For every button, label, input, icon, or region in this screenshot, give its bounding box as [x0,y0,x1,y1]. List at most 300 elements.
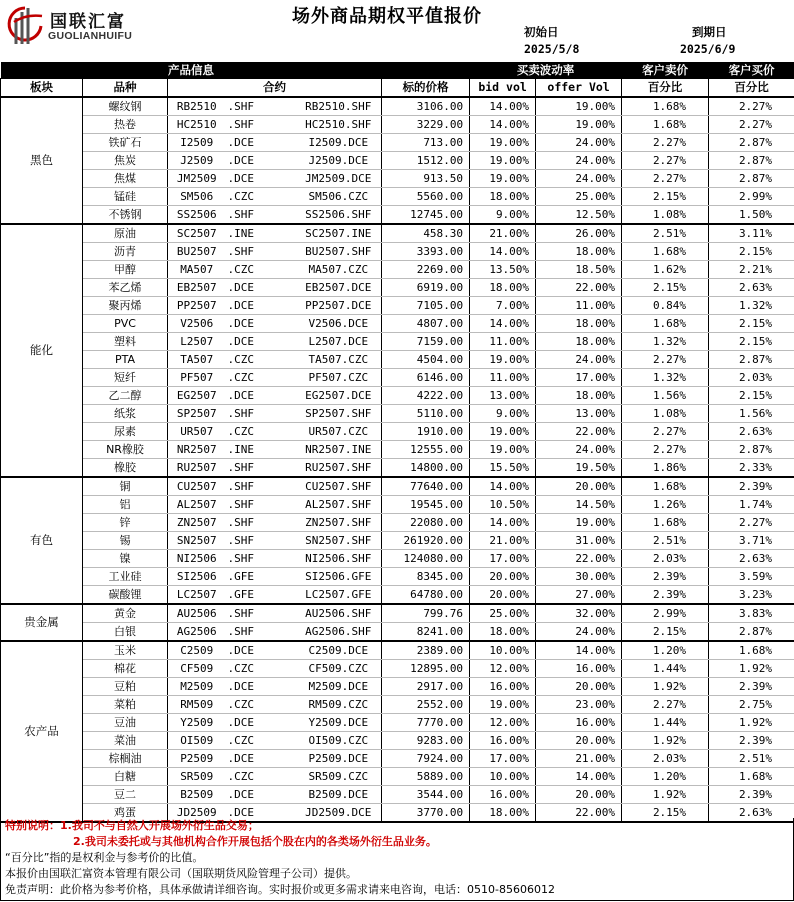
buy-pct-cell: 2.63% [709,550,794,568]
exchange-cell: .DCE [226,750,296,768]
exchange-cell: .DCE [226,152,296,170]
code-cell: OI509 [168,732,226,750]
sell-pct-cell: 1.68% [622,514,709,532]
variety-cell: 橡胶 [83,459,168,478]
exchange-cell: .SHF [226,477,296,496]
offer-vol-cell: 22.00% [536,804,622,823]
contract-cell: SS2506.SHF [296,206,382,225]
contract-cell: UR507.CZC [296,423,382,441]
buy-pct-cell: 1.50% [709,206,794,225]
special-note-1: 特别说明：1.我司不与自然人开展场外衍生品交易； [5,819,259,832]
contract-cell: AG2506.SHF [296,623,382,642]
price-cell: 5560.00 [382,188,470,206]
offer-vol-cell: 14.00% [536,768,622,786]
bid-vol-cell: 10.00% [470,641,536,660]
sell-pct-cell: 1.08% [622,206,709,225]
table-row [1,568,794,586]
code-cell: EB2507 [168,279,226,297]
code-cell: Y2509 [168,714,226,732]
price-cell: 3393.00 [382,243,470,261]
variety-cell: 沥青 [83,243,168,261]
variety-cell: 塑料 [83,333,168,351]
price-cell: 3229.00 [382,116,470,134]
exchange-cell: .CZC [226,768,296,786]
contract-cell: RU2507.SHF [296,459,382,478]
bid-vol-cell: 10.50% [470,496,536,514]
exchange-cell: .SHF [226,604,296,623]
contract-cell: EG2507.DCE [296,387,382,405]
price-cell: 4504.00 [382,351,470,369]
price-cell: 124080.00 [382,550,470,568]
price-cell: 12745.00 [382,206,470,225]
sell-pct-cell: 1.44% [622,660,709,678]
table-row [1,768,794,786]
sell-pct-cell: 2.51% [622,224,709,243]
code-cell: PF507 [168,369,226,387]
offer-vol-cell: 19.00% [536,116,622,134]
table-row [1,405,794,423]
contract-cell: SM506.CZC [296,188,382,206]
code-cell: MA507 [168,261,226,279]
bid-vol-cell: 11.00% [470,333,536,351]
offer-vol-cell: 19.50% [536,459,622,478]
table-row [1,586,794,605]
buy-pct-cell: 3.11% [709,224,794,243]
price-cell: 799.76 [382,604,470,623]
buy-pct-cell: 1.32% [709,297,794,315]
price-cell: 913.50 [382,170,470,188]
bid-vol-cell: 14.00% [470,477,536,496]
price-cell: 2389.00 [382,641,470,660]
client-buy-header: 客户买价 [709,62,794,79]
exchange-cell: .GFE [226,586,296,605]
buy-pct-cell: 3.71% [709,532,794,550]
table-row [1,496,794,514]
contract-cell: SR509.CZC [296,768,382,786]
buy-pct-cell: 2.15% [709,387,794,405]
table-row [1,351,794,369]
contract-cell: LC2507.GFE [296,586,382,605]
product-info-header: 产品信息 [1,62,382,79]
contract-cell: P2509.DCE [296,750,382,768]
buy-pct-cell: 2.87% [709,152,794,170]
sell-pct-cell: 1.44% [622,714,709,732]
buy-pct-cell: 3.59% [709,568,794,586]
sell-pct-cell: 1.92% [622,732,709,750]
offer-vol-cell: 16.00% [536,714,622,732]
table-row [1,696,794,714]
variety-cell: 碳酸锂 [83,586,168,605]
report-title: 场外商品期权平值报价 [292,6,482,27]
exchange-cell: .DCE [226,678,296,696]
table-row [1,387,794,405]
code-cell: SP2507 [168,405,226,423]
sell-pct-cell: 1.20% [622,641,709,660]
variety-cell: 铝 [83,496,168,514]
exchange-cell: .SHF [226,623,296,642]
code-cell: I2509 [168,134,226,152]
sell-pct-cell: 2.27% [622,170,709,188]
sell-pct-cell: 1.08% [622,405,709,423]
price-cell: 7924.00 [382,750,470,768]
buy-pct-cell: 2.15% [709,333,794,351]
offer-vol-cell: 31.00% [536,532,622,550]
offer-vol-cell: 22.00% [536,423,622,441]
contract-cell: SN2507.SHF [296,532,382,550]
variety-cell: 棉花 [83,660,168,678]
variety-cell: 热卷 [83,116,168,134]
table-row [1,152,794,170]
buy-pct-cell: 1.74% [709,496,794,514]
price-cell: 2552.00 [382,696,470,714]
buy-pct-cell: 1.92% [709,660,794,678]
variety-cell: 锰硅 [83,188,168,206]
exchange-cell: .DCE [226,279,296,297]
variety-cell: PTA [83,351,168,369]
code-cell: L2507 [168,333,226,351]
logo-en-text: GUOLIANHUIFU [48,30,133,42]
offer-vol-cell: 19.00% [536,97,622,116]
contract-cell: L2507.DCE [296,333,382,351]
code-cell: AG2506 [168,623,226,642]
table-row [1,514,794,532]
contract-cell: C2509.DCE [296,641,382,660]
contract-cell: JM2509.DCE [296,170,382,188]
bid-vol-header: bid vol [470,79,536,98]
bid-vol-cell: 19.00% [470,441,536,459]
contract-cell: CU2507.SHF [296,477,382,496]
contract-cell: I2509.DCE [296,134,382,152]
contract-cell: Y2509.DCE [296,714,382,732]
variety-cell: 甲醇 [83,261,168,279]
offer-vol-cell: 18.50% [536,261,622,279]
variety-cell: 工业硅 [83,568,168,586]
buy-pct-cell: 2.87% [709,170,794,188]
sell-pct-cell: 1.26% [622,496,709,514]
table-row [1,623,794,642]
price-cell: 14800.00 [382,459,470,478]
variety-cell: 锡 [83,532,168,550]
table-row [1,170,794,188]
price-cell: 77640.00 [382,477,470,496]
code-cell: SS2506 [168,206,226,225]
sell-pct-cell: 2.03% [622,750,709,768]
bid-vol-cell: 11.00% [470,369,536,387]
logo-cn-text: 国联汇富 [50,12,126,32]
buy-pct-cell: 2.15% [709,315,794,333]
buy-pct-cell: 2.15% [709,243,794,261]
special-note-2: 2.我司未委托或与其他机构合作开展包括个股在内的各类场外衍生品业务。 [73,835,437,848]
price-cell: 8345.00 [382,568,470,586]
start-date-label: 初始日 [524,25,559,39]
bid-vol-cell: 14.00% [470,514,536,532]
table-row [1,279,794,297]
code-cell: SI2506 [168,568,226,586]
price-cell: 4807.00 [382,315,470,333]
price-header: 标的价格 [382,79,470,98]
offer-vol-cell: 26.00% [536,224,622,243]
sell-pct-header: 百分比 [622,79,709,98]
bid-vol-cell: 19.00% [470,696,536,714]
exchange-cell: .INE [226,441,296,459]
table-row [1,786,794,804]
exchange-cell: .CZC [226,696,296,714]
offer-vol-cell: 11.00% [536,297,622,315]
bid-vol-cell: 21.00% [470,532,536,550]
table-row [1,550,794,568]
bid-vol-cell: 12.00% [470,714,536,732]
variety-cell: 乙二醇 [83,387,168,405]
bid-vol-cell: 14.00% [470,116,536,134]
price-cell: 4222.00 [382,387,470,405]
variety-cell: 焦炭 [83,152,168,170]
code-cell: ZN2507 [168,514,226,532]
board-cell: 贵金属 [1,604,83,641]
price-cell: 3770.00 [382,804,470,823]
variety-cell: 短纤 [83,369,168,387]
variety-cell: 白糖 [83,768,168,786]
bid-vol-cell: 16.00% [470,732,536,750]
table-row [1,532,794,550]
offer-vol-header: offer Vol [536,79,622,98]
variety-cell: 铁矿石 [83,134,168,152]
buy-pct-cell: 2.39% [709,786,794,804]
contract-cell: SC2507.INE [296,224,382,243]
code-cell: M2509 [168,678,226,696]
buy-pct-cell: 1.56% [709,405,794,423]
code-cell: SC2507 [168,224,226,243]
sell-pct-cell: 1.56% [622,387,709,405]
contract-cell: ZN2507.SHF [296,514,382,532]
sell-pct-cell: 2.27% [622,696,709,714]
variety-cell: 白银 [83,623,168,642]
table-row [1,604,794,623]
variety-cell: 铜 [83,477,168,496]
notes-section [0,818,794,901]
price-cell: 3106.00 [382,97,470,116]
table-row [1,243,794,261]
contract-cell: M2509.DCE [296,678,382,696]
bid-vol-cell: 19.00% [470,170,536,188]
code-cell: CU2507 [168,477,226,496]
buy-pct-cell: 2.39% [709,678,794,696]
sell-pct-cell: 2.27% [622,134,709,152]
variety-cell: 纸浆 [83,405,168,423]
sell-pct-cell: 1.32% [622,369,709,387]
sell-pct-cell: 0.84% [622,297,709,315]
contract-cell: AU2506.SHF [296,604,382,623]
offer-vol-cell: 21.00% [536,750,622,768]
sell-pct-cell: 1.68% [622,315,709,333]
quote-table [0,62,794,823]
buy-pct-header: 百分比 [709,79,794,98]
table-row [1,206,794,225]
buy-pct-cell: 2.27% [709,97,794,116]
buy-pct-cell: 3.83% [709,604,794,623]
offer-vol-cell: 24.00% [536,623,622,642]
offer-vol-cell: 32.00% [536,604,622,623]
exchange-cell: .DCE [226,170,296,188]
contract-cell: PF507.CZC [296,369,382,387]
bid-vol-cell: 18.00% [470,279,536,297]
contract-cell: V2506.DCE [296,315,382,333]
code-cell: AU2506 [168,604,226,623]
exchange-cell: .DCE [226,804,296,823]
end-date-value: 2025/6/9 [680,42,736,56]
bid-vol-cell: 17.00% [470,550,536,568]
offer-vol-cell: 12.50% [536,206,622,225]
variety-cell: 原油 [83,224,168,243]
offer-vol-cell: 22.00% [536,279,622,297]
offer-vol-cell: 18.00% [536,243,622,261]
contract-cell: J2509.DCE [296,152,382,170]
bid-vol-cell: 20.00% [470,568,536,586]
buy-pct-cell: 2.87% [709,623,794,642]
variety-cell: 豆油 [83,714,168,732]
sell-pct-cell: 1.68% [622,243,709,261]
table-row [1,660,794,678]
contract-cell: SI2506.GFE [296,568,382,586]
price-cell: 7159.00 [382,333,470,351]
code-cell: BU2507 [168,243,226,261]
exchange-cell: .CZC [226,261,296,279]
variety-cell: PVC [83,315,168,333]
sell-pct-cell: 2.39% [622,568,709,586]
buy-pct-cell: 2.33% [709,459,794,478]
sell-pct-cell: 2.15% [622,279,709,297]
offer-vol-cell: 18.00% [536,315,622,333]
exchange-cell: .SHF [226,514,296,532]
buy-pct-cell: 2.63% [709,804,794,823]
sell-pct-cell: 1.20% [622,768,709,786]
buy-pct-cell: 2.03% [709,369,794,387]
contract-cell: CF509.CZC [296,660,382,678]
code-cell: RM509 [168,696,226,714]
exchange-cell: .SHF [226,496,296,514]
bid-vol-cell: 14.00% [470,243,536,261]
contract-cell: BU2507.SHF [296,243,382,261]
bid-vol-cell: 18.00% [470,804,536,823]
offer-vol-cell: 24.00% [536,134,622,152]
quote-body [1,97,794,822]
bid-vol-cell: 19.00% [470,152,536,170]
buy-pct-cell: 2.99% [709,188,794,206]
buy-pct-cell: 2.75% [709,696,794,714]
buy-pct-cell: 2.21% [709,261,794,279]
exchange-cell: .DCE [226,315,296,333]
variety-cell: 锌 [83,514,168,532]
offer-vol-cell: 25.00% [536,188,622,206]
bid-vol-cell: 10.00% [470,768,536,786]
price-cell: 1512.00 [382,152,470,170]
price-cell: 2917.00 [382,678,470,696]
sell-pct-cell: 2.27% [622,441,709,459]
contract-cell: TA507.CZC [296,351,382,369]
exchange-cell: .GFE [226,568,296,586]
bid-vol-cell: 21.00% [470,224,536,243]
variety-cell: 菜油 [83,732,168,750]
table-row [1,459,794,478]
bid-vol-cell: 12.00% [470,660,536,678]
buy-pct-cell: 1.68% [709,641,794,660]
buy-pct-cell: 2.63% [709,423,794,441]
variety-cell: 菜粕 [83,696,168,714]
source-note: 本报价由国联汇富资本管理有限公司（国联期货风险管理子公司）提供。 [5,867,357,880]
price-cell: 12555.00 [382,441,470,459]
offer-vol-cell: 30.00% [536,568,622,586]
contract-cell: JD2509.DCE [296,804,382,823]
exchange-cell: .DCE [226,387,296,405]
vol-header: 买卖波动率 [470,62,622,79]
code-cell: SN2507 [168,532,226,550]
offer-vol-cell: 18.00% [536,333,622,351]
board-cell: 农产品 [1,641,83,822]
sell-pct-cell: 1.68% [622,116,709,134]
table-row [1,750,794,768]
bid-vol-cell: 19.00% [470,423,536,441]
offer-vol-cell: 20.00% [536,678,622,696]
buy-pct-cell: 1.92% [709,714,794,732]
price-cell: 64780.00 [382,586,470,605]
exchange-cell: .CZC [226,732,296,750]
buy-pct-cell: 2.27% [709,514,794,532]
contract-cell: RM509.CZC [296,696,382,714]
price-cell: 22080.00 [382,514,470,532]
table-row [1,134,794,152]
offer-vol-cell: 20.00% [536,732,622,750]
code-cell: PP2507 [168,297,226,315]
exchange-cell: .SHF [226,206,296,225]
buy-pct-cell: 2.63% [709,279,794,297]
bid-vol-cell: 16.00% [470,786,536,804]
code-cell: RB2510 [168,97,226,116]
table-row [1,369,794,387]
sell-pct-cell: 1.68% [622,97,709,116]
contract-cell: NR2507.INE [296,441,382,459]
exchange-cell: .DCE [226,641,296,660]
sell-pct-cell: 2.15% [622,188,709,206]
table-row [1,714,794,732]
exchange-cell: .DCE [226,714,296,732]
sell-pct-cell: 2.27% [622,351,709,369]
table-row [1,423,794,441]
exchange-cell: .SHF [226,243,296,261]
offer-vol-cell: 14.50% [536,496,622,514]
variety-cell: 聚丙烯 [83,297,168,315]
start-date-value: 2025/5/8 [524,42,580,56]
end-date-label: 到期日 [692,25,727,39]
code-cell: CF509 [168,660,226,678]
buy-pct-cell: 2.27% [709,116,794,134]
exchange-cell: .DCE [226,297,296,315]
offer-vol-cell: 16.00% [536,660,622,678]
bid-vol-cell: 18.00% [470,188,536,206]
code-cell: HC2510 [168,116,226,134]
table-row [1,261,794,279]
contract-cell: SP2507.SHF [296,405,382,423]
exchange-cell: .DCE [226,333,296,351]
bid-vol-cell: 7.00% [470,297,536,315]
offer-vol-cell: 13.00% [536,405,622,423]
exchange-cell: .SHF [226,532,296,550]
buy-pct-cell: 2.39% [709,732,794,750]
sell-pct-cell: 1.68% [622,477,709,496]
bid-vol-cell: 14.00% [470,315,536,333]
offer-vol-cell: 24.00% [536,170,622,188]
table-row [1,333,794,351]
sell-pct-cell: 1.32% [622,333,709,351]
exchange-cell: .DCE [226,786,296,804]
